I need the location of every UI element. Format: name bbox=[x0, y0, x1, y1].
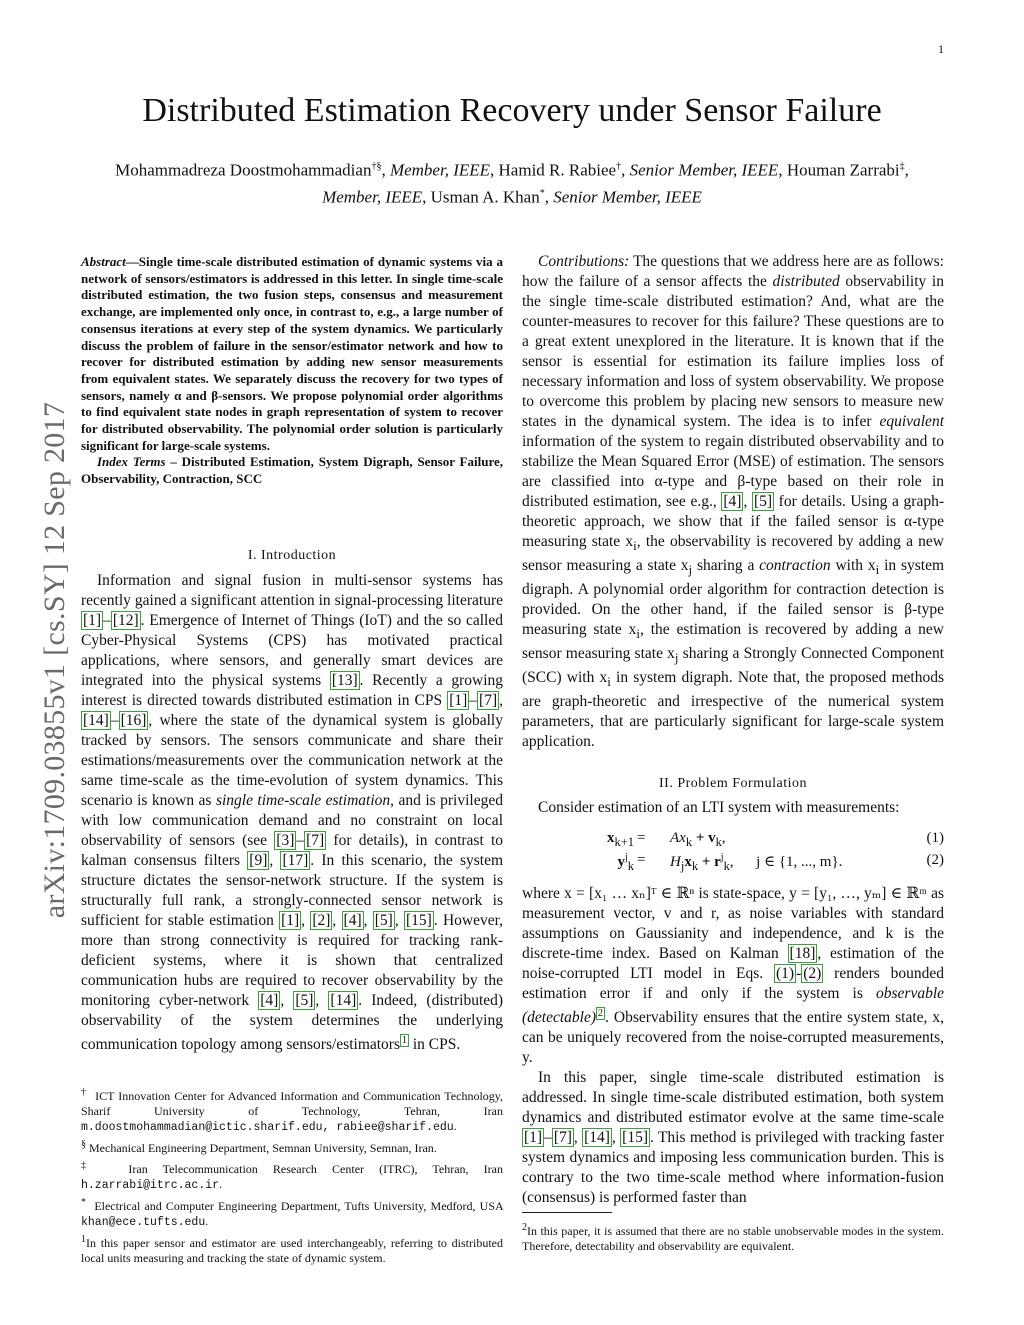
eq2-lhs bbox=[617, 852, 634, 874]
citation-link[interactable]: [18] bbox=[789, 945, 816, 962]
footnote-rule bbox=[522, 1212, 612, 1213]
text-run: In this paper sensor and estimator are used interchangeably, referring to distributed local units measuring and tracking the state of dynamic system. bbox=[81, 1236, 503, 1265]
contributions-paragraph: Contributions: The questions that we address here are as follows: how the failure of a sensor affects the distributed observability in the single time-scale distributed estimation? And, what are the counter-measures to recover for this failure? These questions are to a great extent unexplored in the literature. It is known that if the sensor is essential for estimation its failure implies loss of necessary information and loss of system observability. We propose to overcome this problem by placing new sensors to measure new states in the dynamical system. The idea is to infer equivalent information of the system to regain distributed observability and to stabilize the Mean Squared Error (MSE) of estimation. The sensors are classified into α-type and β-type based on their role in distributed estimation, see e.g., [4] , [5] for details. Using a graph-theoretic approach, we show that if the failed sensor is α-type measuring state $x_i$, the observability is recovered by adding a new sensor measuring a state $x_j$ sharing a contraction with $x_i$ in system digraph. A polynomial order algorithm for contraction detection is provided. On the other hand, if the failed sensor is β-type measuring state $x_i$, the estimation is recovered by adding a new sensor measuring state $x_j$ sharing a Strongly Connected Component (SCC) with $x_i$ in system digraph. Note that, the proposed methods are graph-theoretic and irrespective of the numerical system parameters, that are particularly significant for large-scale system application. bbox=[522, 253, 945, 751]
contributions-body bbox=[522, 252, 944, 752]
math-symbol: Ax bbox=[670, 830, 686, 846]
citation-link[interactable]: [17] bbox=[282, 852, 309, 869]
page-number: 1 bbox=[938, 42, 944, 56]
abstract bbox=[81, 254, 503, 488]
eq1-rhs bbox=[670, 830, 726, 850]
text-run: ICT Innovation Center for Advanced Information and Communication Technology, Sharif University of Technology, Tehran, Iran bbox=[81, 1089, 504, 1118]
author-name: Houman Zarrabi bbox=[786, 160, 900, 180]
text-run: observability in the single time-scale distributed estimation? And, what are the counter-measures to recover for this failure? These questions are to a great extent unexplored in the literature. It is known that if the sensor is essential for estimation its failure implies loss of necessary information and loss of system observability. We propose to overcome this problem by placing new sensors to measure new states in the dynamical system. The idea is to infer bbox=[522, 273, 944, 430]
text-run: Information and signal fusion in multi-sensor systems has recently gained a significant attention in signal-processing literature bbox=[81, 572, 503, 609]
section-heading-problem-formulation: II. Problem Formulation bbox=[659, 776, 807, 791]
abstract-label: Abstract bbox=[81, 254, 126, 269]
footnote-affiliation: * Electrical and Computer Engineering Department, Tufts University, Medford, USA khan@ece.tufts.edu. bbox=[81, 1197, 504, 1229]
math-subscript: k bbox=[723, 859, 730, 873]
text-run: , and is privileged with low communication demand and no constraint on local observability of sensors (see bbox=[81, 792, 503, 849]
footnote-mark: 1 bbox=[81, 1234, 86, 1245]
footnote-right bbox=[522, 1220, 944, 1256]
citation-link[interactable]: [14] bbox=[330, 992, 357, 1009]
citation-link[interactable]: [13] bbox=[331, 672, 358, 689]
author-affil-mark: * bbox=[539, 187, 545, 199]
footnote-mark: ‡ bbox=[81, 1160, 99, 1171]
text-run: distributed bbox=[772, 273, 840, 290]
contributions-label: Contributions: bbox=[538, 253, 630, 270]
math-subscript: j bbox=[674, 650, 679, 666]
citation-link[interactable]: [7] bbox=[479, 692, 498, 709]
footnote-2 bbox=[522, 1220, 944, 1254]
author-name: Usman A. Khan bbox=[430, 187, 540, 207]
text-run: with x bbox=[835, 557, 876, 575]
math-subscript: i bbox=[633, 538, 637, 554]
footnote-affiliation: † ICT Innovation Center for Advanced Information and Communication Technology, Sharif University of Technology, Tehran, Iran m.doostmohammadian@ictic.sharif.edu, rabiee@sharif.edu. bbox=[81, 1087, 504, 1134]
text-run: The questions that we address here are as follows: how the failure of a sensor affects the bbox=[522, 253, 944, 290]
text-run: , estimation of the noise-corrupted LTI model in Eqs. bbox=[522, 945, 944, 982]
section-heading-introduction: I. Introduction bbox=[247, 548, 337, 563]
citation-link[interactable]: [14] bbox=[584, 1129, 610, 1147]
footnote-mark: § bbox=[81, 1139, 86, 1150]
text-run: . This method is privileged with tracking faster system dynamics and imposing less communication burden. This is contrary to the two time-scale method where information-fusion (consensus) is performed faster than bbox=[522, 1129, 944, 1207]
text-run: . Emergence of Internet of Things (IoT) and the so called Cyber-Physical Systems (CPS) has motivated practical applications, where sensors, and generally smart devices are integrated into the physical systems bbox=[81, 612, 503, 689]
problem-intro-text: Consider estimation of an LTI system with measurements: bbox=[538, 799, 900, 816]
arxiv-id-text: arXiv:1709.03855v1 [cs.SY] 12 Sep 2017 bbox=[38, 401, 71, 919]
equation-2 bbox=[522, 852, 944, 874]
eq1-lhs bbox=[607, 830, 634, 850]
text-run: . Observability ensures that the entire system state, x, can be uniquely recovered from the noise-corrupted measurements, y. bbox=[522, 1009, 944, 1067]
citation-link[interactable]: [9] bbox=[249, 852, 268, 869]
text-run: information of the system to regain distributed observability and to stabilize the Mean Squared Error (MSE) of estimation. The sensors are classified into α-type and β-type based on their role in distributed estimation, see e.g., bbox=[522, 433, 944, 510]
citation-link[interactable]: [1] bbox=[281, 912, 300, 929]
text-run: , where the state of the dynamical system is globally tracked by sensors. The sensors communicate and share their estimations/measurements over the communication network at the same time-scale as the time-evolution of system dynamics. This scenario is known as bbox=[81, 712, 503, 809]
citation-link[interactable]: [5] bbox=[374, 912, 393, 929]
author-name: Hamid R. Rabiee bbox=[498, 160, 617, 180]
author-affil-mark: † bbox=[616, 161, 622, 172]
text-run: Electrical and Computer Engineering Department, Tufts University, Medford, USA bbox=[94, 1199, 504, 1213]
text-run: where x = [x₁ … xₙ]ᵀ ∈ ℝⁿ is state-space, y = [y₁, …, yₘ] ∈ ℝᵐ as measurement vector, v and r, as noise variables with standard assumptions on Gaussianity and independence, and k is the discrete-time index. Based on Kalman bbox=[522, 885, 944, 962]
index-terms: Index Terms – Distributed Estimation, System Digraph, Sensor Failure, Observability, Contraction, SCC bbox=[81, 454, 504, 487]
citation-link[interactable]: [14] bbox=[83, 712, 109, 729]
citation-link[interactable]: [2] bbox=[312, 912, 331, 929]
equals-sign: = bbox=[637, 830, 646, 846]
equation-number: (2) bbox=[926, 852, 944, 868]
citation-link[interactable]: [5] bbox=[295, 992, 314, 1009]
math-superscript: j bbox=[720, 852, 724, 863]
introduction-paragraph: Information and signal fusion in multi-sensor systems has recently gained a significant attention in signal-processing literature [1] – [12] . Emergence of Internet of Things (IoT) and the so called Cyber-Physical Systems (CPS) has motivated practical applications, where sensors, and generally smart devices are integrated into the physical systems [13] . Recently a growing interest is directed towards distributed estimation in CPS [1] – [7] , [14] – [16] , where the state of the dynamical system is globally tracked by sensors. The sensors communicate and share their estimations/measurements over the communication network at the same time-scale as the time-evolution of system dynamics. This scenario is known as single time-scale estimation, and is privileged with low communication demand and no constraint on local observability of sensors (see [3] – [7] for details), in contrast to kalman consensus filters [9] , [17] . In this scenario, the system structure dictates the sensor-network structure. If the system is structurally full rank, a strongly-connected sensor network is sufficient for stable estimation [1] , [2] , [4] , [5] , [15] . However, more than strong connectivity is required for tracking rank-deficient systems, where it is shown that centralized communication hubs are required to recover observability by the monitoring cyber-network [4] , [5] , [14] . Indeed, (distributed) observability of the system determines the underlying communication topology among sensors/estimators $^1$ in CPS. bbox=[81, 572, 504, 1054]
math-symbol: y bbox=[617, 854, 625, 870]
footnote-mark: † bbox=[81, 1087, 88, 1098]
math-condition: j ∈ {1, ..., m}. bbox=[756, 854, 843, 870]
arxiv-identifier bbox=[38, 350, 71, 970]
footnote-link[interactable]: 2 bbox=[598, 1008, 604, 1019]
citation-link[interactable]: [7] bbox=[553, 1129, 572, 1147]
author-role: Member, IEEE bbox=[389, 160, 491, 180]
text-run: renders bounded estimation error if and only if the system is bbox=[522, 965, 944, 1002]
math-symbol: + r bbox=[698, 854, 721, 870]
math-subscript: k bbox=[691, 859, 699, 873]
introduction-body bbox=[81, 571, 503, 1055]
text-run: for details), in contrast to kalman consensus filters bbox=[81, 832, 504, 869]
math-subscript: j bbox=[680, 859, 685, 873]
text-run: in system digraph. Note that, the proposed methods are graph-theoretic and irrespective of the numerical system parameters, that are particularly significant for large-scale system application. bbox=[522, 669, 944, 751]
math-subscript: i bbox=[636, 626, 641, 642]
equation-link[interactable]: (1) bbox=[776, 965, 795, 982]
text-run: equivalent bbox=[879, 413, 944, 430]
author-role: Senior Member, IEEE bbox=[553, 187, 702, 207]
math-symbol: , bbox=[729, 854, 734, 870]
text-run: single time-scale estimation bbox=[215, 792, 391, 809]
citation-link[interactable]: [5] bbox=[753, 493, 773, 510]
equation-1 bbox=[522, 830, 944, 852]
email-link[interactable]: khan@ece.tufts.edu bbox=[81, 1216, 206, 1229]
text-run: in system digraph. A polynomial order algorithm for contraction detection is provided. On the other hand, if the failed sensor is β-type measuring state x bbox=[522, 557, 945, 639]
eq2-rhs bbox=[670, 852, 842, 874]
math-subscript: k bbox=[627, 859, 634, 873]
math-symbol: x bbox=[606, 830, 615, 846]
citation-link[interactable]: [1] bbox=[449, 692, 468, 709]
math-subscript: i bbox=[607, 674, 611, 690]
citation-link[interactable]: [1] bbox=[83, 612, 102, 629]
citation-link[interactable]: [12] bbox=[112, 612, 139, 629]
footnote-mark: * bbox=[81, 1197, 86, 1208]
problem-body bbox=[522, 884, 944, 1208]
abstract-body: Abstract—Single time-scale distributed estimation of dynamic systems via a network of sensors/estimators is addressed in this letter. In single time-scale distributed estimation, the two fusion steps, consensus and measurement exchange, are implemented only once, in contrast to, e.g., a large number of consensus iterations at every step of the system dynamics. We particularly discuss the problem of failure in the sensor/estimator network and how to recover for distributed estimation by adding new sensor measurements from equivalent states. We separately discuss the recovery for two types of sensors, namely α and β-sensors. We propose polynomial order algorithms to find equivalent state nodes in graph representation of system to recover for distributed observability. The polynomial order solution is particularly significant for large-scale systems. bbox=[81, 254, 503, 453]
author-affil-mark: †§ bbox=[371, 161, 382, 172]
citation-link[interactable]: [15] bbox=[405, 912, 432, 929]
text-run: . In this scenario, the system structure dictates the sensor-network structure. If the system is structurally full rank, a strongly-connected sensor network is sufficient for stable estimation bbox=[81, 852, 504, 929]
author-role: Member, IEEE bbox=[322, 187, 423, 207]
math-symbol: x bbox=[684, 854, 692, 870]
text-run: Iran Telecommunication Research Center (ITRC), Tehran, Iran bbox=[128, 1162, 504, 1176]
footnote-link[interactable]: 1 bbox=[402, 1035, 407, 1046]
math-subscript: i bbox=[875, 562, 880, 578]
text-run: , the estimation is recovered by adding a new sensor measuring state x bbox=[522, 621, 944, 663]
citation-link[interactable]: [15] bbox=[622, 1129, 648, 1147]
math-subscript: k bbox=[685, 835, 693, 849]
author-list: Mohammadreza Doostmohammadian†§, Member, IEEE, Hamid R. Rabiee†, Senior Member, IEEE, Houman Zarrabi‡, Member, IEEE, Usman A. Khan*, Senior Member, IEEE bbox=[115, 160, 909, 207]
text-run: In this paper, single time-scale distributed estimation is addressed. In single time-scale distributed estimation, both system dynamics and distributed estimator evolve at the same time-scale bbox=[522, 1069, 944, 1127]
equation-link[interactable]: (2) bbox=[803, 965, 822, 982]
text-run: . Recently a growing interest is directed towards distributed estimation in CPS bbox=[81, 672, 504, 709]
math-superscript: j bbox=[624, 852, 628, 863]
math-symbol: H bbox=[670, 854, 681, 870]
footnote-1 bbox=[81, 1232, 503, 1266]
index-terms-label: Index Terms bbox=[97, 454, 166, 470]
text-run: for details. Using a graph-theoretic approach, we show that if the failed sensor is α-type measuring state x bbox=[522, 493, 945, 550]
index-terms-text: Distributed Estimation, System Digraph, Sensor Failure, Observability, Contraction, SCC bbox=[81, 454, 504, 487]
footnote-affiliation: ‡ Iran Telecommunication Research Center (ITRC), Tehran, Iran h.zarrabi@itrc.ac.ir. bbox=[81, 1160, 504, 1192]
text-run: in CPS. bbox=[412, 1036, 461, 1054]
text-run: . However, more than strong connectivity is required for tracking rank-deficient systems, where it is shown that centralized communication hubs are required to recover observability by the monitoring cyber-network bbox=[81, 912, 504, 1009]
paper-title: Distributed Estimation Recovery under Sensor Failure bbox=[142, 92, 882, 129]
citation-link[interactable]: [16] bbox=[120, 712, 147, 729]
abstract-text: Single time-scale distributed estimation of dynamic systems via a network of sensors/estimators is addressed in this letter. In single time-scale distributed estimation, the two fusion steps, consensus and measurement exchange, are implemented only once, in contrast to, e.g., a large number of consensus iterations at every step of the system dynamics. We particularly discuss the problem of failure in the sensor/estimator network and how to recover for distributed estimation by adding new sensor measurements from equivalent states. We separately discuss the recovery for two types of sensors, namely α and β-sensors. We propose polynomial order algorithms to find equivalent state nodes in graph representation of system to recover for distributed observability. The polynomial order solution is particularly significant for large-scale systems. bbox=[81, 254, 503, 453]
footnote-affiliation bbox=[81, 1137, 503, 1156]
email-link[interactable]: h.zarrabi@itrc.ac.ir bbox=[81, 1179, 220, 1192]
math-subscript: k bbox=[715, 835, 722, 849]
problem-paragraph: In this paper, single time-scale distributed estimation is addressed. In single time-scale distributed estimation, both system dynamics and distributed estimator evolve at the same time-scale [1] – [7] , [14] , [15] . This method is privileged with tracking faster system dynamics and imposing less communication burden. This is contrary to the two time-scale method where information-fusion (consensus) is performed faster than bbox=[522, 1069, 944, 1207]
author-affil-mark: ‡ bbox=[899, 161, 905, 172]
math-subscript: j bbox=[688, 562, 693, 578]
footnotes-left bbox=[81, 1085, 503, 1268]
text-run: In this paper, it is assumed that there are no stable unobservable modes in the system. Therefore, detectability and observability are equivalent. bbox=[522, 1224, 944, 1253]
author-role: Senior Member, IEEE bbox=[629, 160, 779, 180]
math-symbol: , bbox=[721, 830, 726, 846]
equations bbox=[522, 830, 944, 874]
text-run: . Indeed, (distributed) observability of the system determines the underlying communication topology among sensors/estimators bbox=[81, 992, 504, 1054]
problem-intro bbox=[522, 798, 944, 818]
text-run: , the observability is recovered by adding a new sensor measuring a state x bbox=[522, 533, 944, 575]
author-name: Mohammadreza Doostmohammadian bbox=[115, 160, 372, 180]
text-run: Mechanical Engineering Department, Semnan University, Semnan, Iran. bbox=[89, 1141, 437, 1155]
math-subscript: k+1 bbox=[614, 835, 634, 849]
text-run: sharing a Strongly Connected Component (SCC) with x bbox=[522, 645, 944, 687]
text-run: contraction bbox=[759, 557, 831, 575]
citation-link[interactable]: [3] bbox=[276, 832, 295, 849]
citation-link[interactable]: [4] bbox=[343, 912, 362, 929]
citation-link[interactable]: [4] bbox=[723, 493, 742, 510]
text-run: observable (detectable) bbox=[522, 985, 945, 1027]
citation-link[interactable]: [4] bbox=[260, 992, 279, 1009]
text-run: sharing a bbox=[696, 557, 755, 575]
citation-link[interactable]: [7] bbox=[306, 832, 325, 849]
citation-link[interactable]: [1] bbox=[524, 1129, 543, 1147]
problem-paragraph: where x = [x₁ … xₙ]ᵀ ∈ ℝⁿ is state-space, y = [y₁, …, yₘ] ∈ ℝᵐ as measurement vector, v and r, as noise variables with standard assumptions on Gaussianity and independence, and k is the discrete-time index. Based on Kalman [18] , estimation of the noise-corrupted LTI model in Eqs. (1) - (2) renders bounded estimation error if and only if the system is observable (detectable) $^2$ . Observability ensures that the entire system state, x, can be uniquely recovered from the noise-corrupted measurements, y. bbox=[522, 885, 945, 1067]
footnote-mark: 2 bbox=[522, 1222, 527, 1233]
math-symbol: + v bbox=[692, 830, 716, 846]
equals-sign: = bbox=[637, 852, 646, 868]
email-link[interactable]: m.doostmohammadian@ictic.sharif.edu, rabiee@sharif.edu bbox=[81, 1121, 454, 1134]
equation-number: (1) bbox=[926, 830, 944, 846]
